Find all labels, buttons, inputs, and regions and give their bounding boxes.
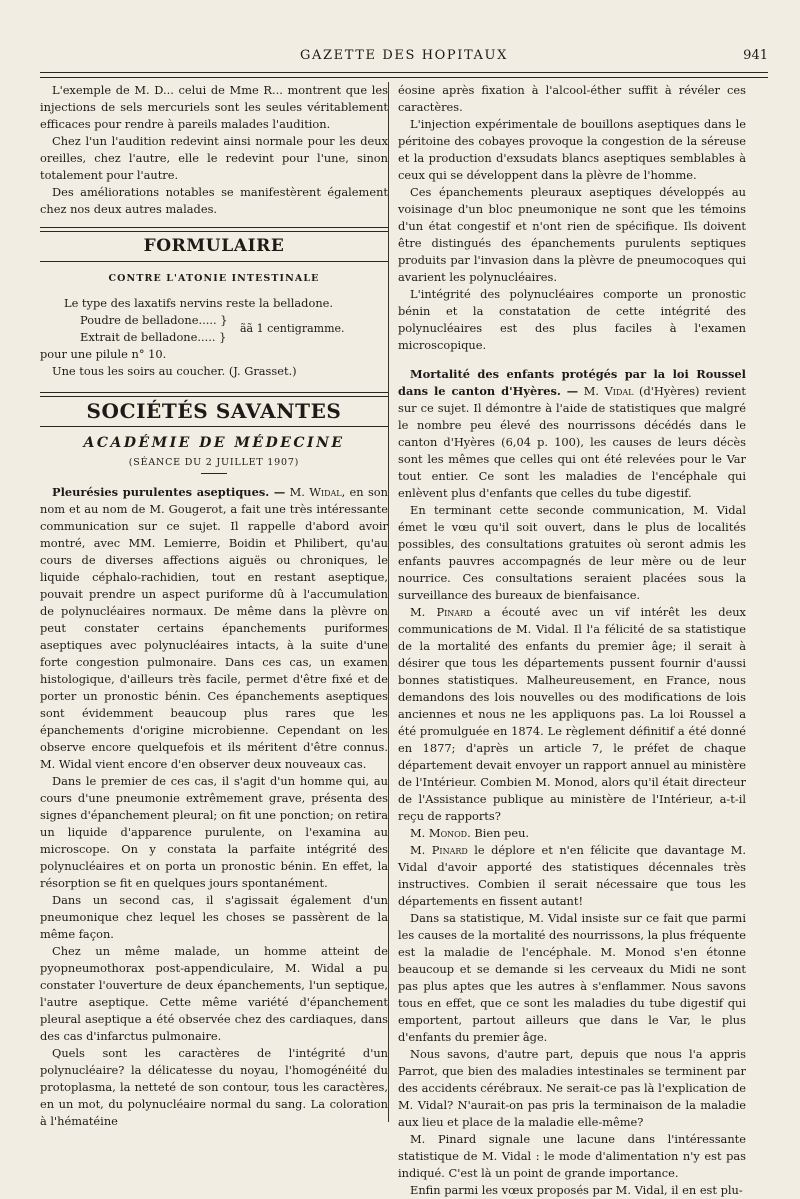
ingredient-1: Poudre de belladone..... }: [80, 313, 228, 327]
article-text: en son nom et au nom de M. Gougerot, a fait une très intéressante communication sur ce sujet. Il rappelle d'abord avoir montré, avec MM. Lemierre, Boidin et Philibert, qu'au cours de diverses affections aiguës ou chroniques, le liquide céphalo-rachidien, tout en restant aseptique, pouvait prendre un aspect puriforme dû à l'accumulation de polynucléaires normaux. De même dans la plèvre on peut constater certains épanchements puriformes aseptiques avec polynucléaires intacts, à la suite d'une forte congestion pulmonaire. Dans ces cas, un examen histologique, d'ailleurs très facile, permet d'être fixé et de porter un pronostic bénin. Ces épanchements aseptiques sont évidemment beaucoup plus rares que les épanchements d'origine microbienne. Cependant on les observe encore quelquefois et ils méritent d'être connus. M. Widal vient encore d'en observer deux nouveaux cas.: [40, 485, 388, 771]
formulaire-line-3: Une tous les soirs au coucher. (J. Grasset.): [52, 364, 297, 378]
intro-paragraph-2: Chez l'un l'audition redevint ainsi normale pour les deux oreilles, chez l'autre, elle le redevint pour l'une, sinon totalement pour l'autre.: [40, 134, 388, 182]
right-paragraph-7: M. Pinard signale une lacune dans l'intéressante statistique de M. Vidal : le mode d'alimentation n'y est pas indiqué. C'est là un point de grande importance.: [398, 1132, 746, 1180]
seance-date: (SÉANCE DU 2 JUILLET 1907): [128, 457, 300, 468]
continued-paragraph: éosine après fixation à l'alcool-éther suffit à révéler ces caractères.: [398, 83, 746, 114]
article-lead: Pleurésies purulentes aseptiques. —: [52, 485, 286, 499]
formulaire-line-1: Le type des laxatifs nervins reste la belladone.: [64, 296, 334, 310]
right-paragraph-4: En terminant cette seconde communication, M. Vidal émet le vœu qu'il soit ouvert, dans le plus de localités possibles, des consultations gratuites où seront admis les enfants pauvres accompagnés de leur mère ou de leur nourrice. Ces consultations seraient placées sous la surveillance des bureaux de bienfaisance.: [398, 503, 746, 602]
monod-paragraph: [398, 825, 746, 842]
academy-heading: ACADÉMIE DE MÉDECINE: [83, 435, 345, 451]
right-paragraph-6: Nous savons, d'autre part, depuis que nous l'a appris Parrot, que bien des maladies intestinales se terminent par des accidents cérébraux. Ne serait-ce pas là l'explication de M. Vidal? N'aurait-on pas pris la terminaison de la maladie aux lieu et place de la maladie elle-même?: [398, 1047, 746, 1129]
monod-text: Bien peu.: [470, 826, 530, 840]
article-paragraph-1: [40, 484, 388, 773]
right-paragraph-2: Ces épanchements pleuraux aseptiques développés au voisinage d'un bloc pneumonique ne sont que les témoins d'un état congestif et n'ont rien de spécifique. Ils doivent être distingués des épanchements purulents septiques produits par l'invasion dans la plèvre de pneumocoques qui avarient les polynucléaires.: [398, 185, 746, 284]
mortalite-author: M. Vidal: [583, 384, 634, 398]
mortalite-lead: Mortalité des enfants protégés par la loi Roussel dans le canton d'Hyères. —: [398, 367, 746, 398]
pinard-paragraph-1: [398, 604, 746, 825]
left-column: [40, 82, 388, 1130]
mortalite-paragraph: [398, 366, 746, 502]
running-head: [40, 48, 768, 66]
right-paragraph-1: L'injection expérimentale de bouillons aseptiques dans le péritoine des cobayes provoque la congestion de la séreuse et la production d'exsudats blancs aseptiques semblables à ceux qui se développent dans la plèvre de l'homme.: [398, 117, 746, 182]
pinard-text: le déplore et n'en félicite que davantage M. Vidal d'avoir apporté des statistiques décennales très instructives. Combien il serait nécessaire que tous les départements en fissent autant!: [398, 843, 746, 908]
article-paragraph-3: Dans un second cas, il s'agissait également d'un pneumonique chez lequel les choses se passèrent de la même façon.: [40, 893, 388, 941]
running-title: GAZETTE DES HOPITAUX: [300, 48, 508, 63]
section-rule: [40, 227, 388, 232]
section-rule: [40, 392, 388, 397]
article-paragraph-5: Quels sont les caractères de l'intégrité d'un polynucléaire? la délicatesse du noyau, l'homogénéité du protoplasma, la netteté de son contour, tous les caractères, en un mot, du polynucléaire normal du sang. La coloration à l'hématéine: [40, 1046, 388, 1128]
mortalite-text: (d'Hyères) revient sur ce sujet. Il démontre à l'aide de statistiques que malgré le nombre peu élevé des nourrissons décédés dans le canton d'Hyères (6,04 p. 100), les causes de leurs décès sont les mêmes que celles qui ont été relevées pour le Var tout entier. Ce sont les maladies de l'encéphale qui enlèvent plus d'enfants que celles du tube digestif.: [398, 384, 746, 500]
article-author: M. Widal,: [289, 485, 346, 499]
dose-note: ãã 1 centigramme.: [240, 322, 345, 335]
formulaire-line-2: pour une pilule n° 10.: [40, 347, 167, 361]
societes-heading: SOCIÉTÉS SAVANTES: [86, 399, 342, 423]
pinard-name: M. Pinard: [410, 605, 473, 619]
formula-block: [40, 312, 388, 346]
thin-rule: [40, 426, 388, 427]
right-paragraph-8: Enfin parmi les vœux proposés par M. Vidal, il en est plu-: [410, 1183, 743, 1197]
pinard-text: a écouté avec un vif intérêt les deux communications de M. Vidal. Il l'a félicité de sa statistique de la mortalité des enfants du premier âge; il serait à désirer que tous les départements pussent fournir d'aussi bonnes statistiques. Malheureusement, en France, nous demandons des lois nouvelles ou des modifications de lois anciennes et nous ne les appliquons pas. La loi Roussel a été promulguée en 1874. Le règlement définitif a été donné en 1877; d'après un article 7, le préfet de chaque département devait envoyer un rapport annuel au ministère de l'Intérieur. Combien M. Monod, alors qu'il était directeur de l'Assistance publique au ministère de l'Intérieur, a-t-il reçu de rapports?: [398, 605, 746, 823]
pinard-paragraph-2: [398, 842, 746, 910]
thin-rule: [40, 261, 388, 262]
right-column: [398, 82, 746, 1199]
intro-paragraph-3: Des améliorations notables se manifestèrent également chez nos deux autres malades.: [40, 185, 388, 216]
page-number: 941: [743, 48, 768, 63]
formulaire-heading: FORMULAIRE: [143, 236, 285, 256]
tiny-rule: [201, 473, 227, 474]
right-paragraph-3: L'intégrité des polynucléaires comporte un pronostic bénin et la constatation de cette intégrité des polynucléaires est des plus faciles à l'examen microscopique.: [398, 287, 746, 352]
header-rule: [40, 72, 768, 78]
intro-paragraph-1: L'exemple de M. D... celui de Mme R... montrent que les injections de sels mercuriels sont les seules véritablement efficaces pour rendre à pareils malades l'audition.: [40, 83, 388, 131]
pinard-name: M. Pinard: [410, 843, 468, 857]
article-paragraph-2: Dans le premier de ces cas, il s'agit d'un homme qui, au cours d'une pneumonie extrêmement grave, présenta des signes d'épanchement pleural; on fit une ponction; on retira un liquide d'apparence purulente, on l'examina au microscope. On y constata la parfaite intégrité des polynucléaires et on porta un pronostic bénin. En effet, la résorption se fit en quelques jours spontanément.: [40, 774, 388, 890]
right-paragraph-5: Dans sa statistique, M. Vidal insiste sur ce fait que parmi les causes de la mortalité des nourrissons, la plus fréquente est la maladie de l'encéphale. M. Monod s'en étonne beaucoup et se demande si les cerveaux du Midi ne sont pas plus aptes que les autres à s'enflammer. Nous savons tous en effet, que ce sont les maladies du tube digestif qui emportent, partout ailleurs que dans le Var, le plus d'enfants du premier âge.: [398, 911, 746, 1044]
article-paragraph-4: Chez un même malade, un homme atteint de pyopneumothorax post-appendiculaire, M. Widal a pu constater l'ouverture de deux épanchements, l'un septique, l'autre aseptique. Cette même variété d'épanchement pleural aseptique a été observée chez des cardiaques, dans des cas d'infarctus pulmonaire.: [40, 944, 388, 1043]
formulaire-subheading: CONTRE L'ATONIE INTESTINALE: [108, 273, 320, 284]
monod-name: M. Monod.: [410, 826, 471, 840]
ingredient-2: Extrait de belladone..... }: [80, 330, 227, 344]
column-divider: [388, 82, 389, 1122]
